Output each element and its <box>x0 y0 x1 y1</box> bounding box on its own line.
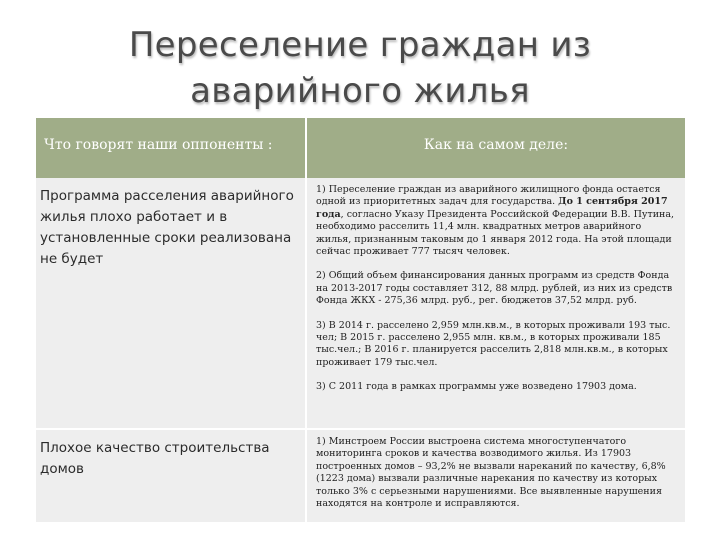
title-line-2: аварийного жилья <box>190 71 530 111</box>
fact-paragraph-4: 3) С 2011 года в рамках программы уже возведено 17903 дома. <box>316 381 637 393</box>
page-title <box>0 22 720 114</box>
header-reality: Как на самом деле: <box>307 118 685 178</box>
claim-text-2: Плохое качество строительства домов <box>40 440 270 477</box>
fact-1-text-a: 1) Переселение граждан из аварийного жилищного фонда остается одной из приоритетных задач для государства. <box>316 184 661 208</box>
comparison-table <box>36 118 685 522</box>
claim-cell-1 <box>36 178 305 428</box>
fact-paragraph-1 <box>316 184 679 258</box>
facts-cell-2 <box>307 430 685 522</box>
fact-paragraph-3: 3) В 2014 г. расселено 2,959 млн.кв.м., в которых проживали 193 тыс. чел; В 2015 г. расселено 2,955 млн. кв.м., в которых проживали 185 тыс.чел.; В 2016 г. планируется расселить 2,818 млн.кв.м., в которых проживает 179 тыс.чел. <box>316 319 671 368</box>
fact-1-deadline: До 1 сентября 2017 года <box>316 196 668 220</box>
header-opponents: Что говорят наши оппоненты : <box>36 118 305 178</box>
fact-paragraph-quality: 1) Минстроем России выстроена система многоступенчатого мониторинга сроков и качества возводимого жилья. Из 17903 построенных домов – 93,2% не вызвали нареканий по качеству, 6,8% (1223 дома) вызвали различные нарекания по качеству из которых только 3% с серьезными нарушениями. Все выявленные нарушения находятся на контроле и исправляются. <box>316 436 666 510</box>
facts-cell-1 <box>307 178 685 428</box>
claim-text-1: Программа расселения аварийного жилья плохо работает и в установленные сроки реализована не будет <box>40 188 294 267</box>
claim-cell-2 <box>36 430 305 522</box>
fact-paragraph-2: 2) Общий объем финансирования данных программ из средств Фонда на 2013-2017 годы составляет 312, 88 млрд. рублей, из них из средств Фонда ЖКХ - 275,36 млрд. руб., рег. бюджетов 37,52 млрд. руб. <box>316 270 673 307</box>
fact-1-text-b: , согласно Указу Президента Российской Федерации В.В. Путина, необходимо расселить 11,4 млн. квадратных метров аварийного жилья, признанным таковым до 1 января 2012 года. На этой площади сейчас проживает 777 тысяч человек. <box>316 208 675 258</box>
title-line-1: Переселение граждан из <box>128 25 592 65</box>
